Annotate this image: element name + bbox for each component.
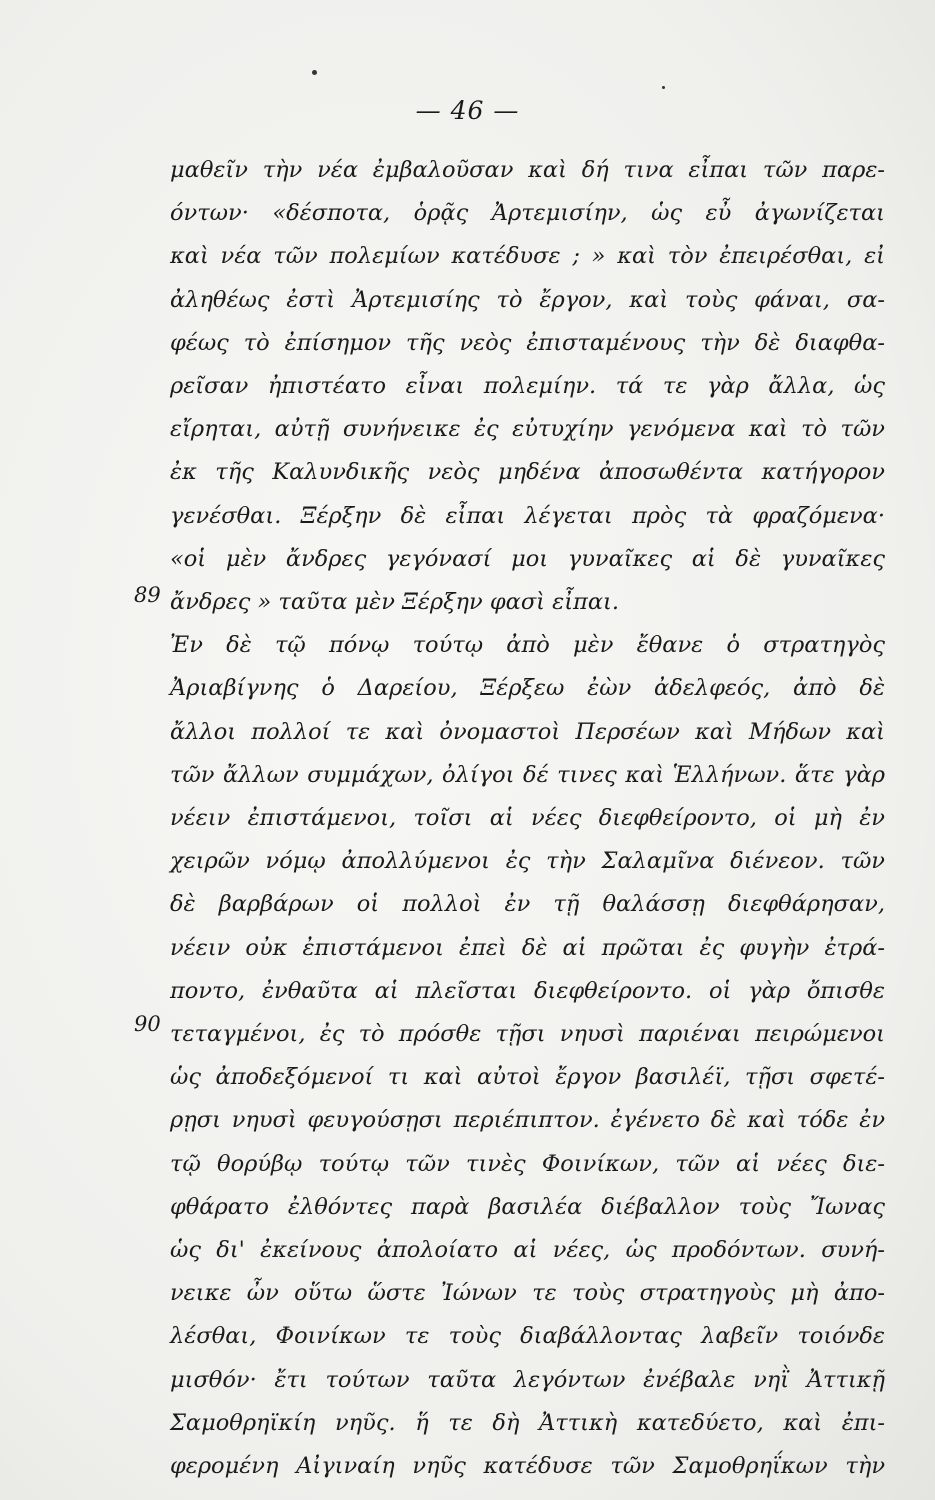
- text-line: φθάρατο ἐλθόντες παρὰ βασιλέα διέβαλλον τοὺς Ἴωνας: [170, 1193, 885, 1220]
- text-line: ἀληθέως ἐστὶ Ἀρτεμισίης τὸ ἔργον, καὶ τοὺς φάναι, σα-: [170, 286, 885, 313]
- text-line: όντων· «δέσποτα, ὁρᾷς Ἀρτεμισίην, ὡς εὖ ἀγωνίζεται: [170, 200, 885, 227]
- text-line: νεικε ὦν οὕτω ὥστε Ἰώνων τε τοὺς στρατηγοὺς μὴ ἀπο-: [170, 1280, 885, 1307]
- text-line: τεταγμένοι, ἐς τὸ πρόσθε τῇσι νηυσὶ παριέναι πειρώμενοι: [170, 1021, 885, 1047]
- text-line: ρεῖσαν ἠπιστέατο εἶναι πολεμίην. τά τε γὰρ ἄλλα, ὡς: [170, 373, 885, 399]
- text-line: ὡς δι' ἐκείνους ἀπολοίατο αἱ νέες, ὡς προδόντων. συνή-: [170, 1237, 885, 1263]
- text-line: λέσθαι, Φοινίκων τε τοὺς διαβάλλοντας λαβεῖν τοιόνδε: [170, 1323, 885, 1350]
- text-line: τῶν ἄλλων συμμάχων, ὀλίγοι δέ τινες καὶ Ἑλλήνων. ἅτε γὰρ: [170, 761, 885, 788]
- text-line: δὲ βαρβάρων οἱ πολλοὶ ἐν τῇ θαλάσσῃ διεφθάρησαν,: [170, 891, 885, 918]
- text-line: ἄλλοι πολλοί τε καὶ ὀνομαστοὶ Περσέων καὶ Μήδων καὶ: [170, 718, 885, 745]
- text-line: νέειν οὐκ ἐπιστάμενοι ἐπεὶ δὲ αἱ πρῶται ἐς φυγὴν ἐτρά-: [170, 934, 885, 961]
- text-line: χειρῶν νόμῳ ἀπολλύμενοι ἐς τὴν Σαλαμῖνα διένεον. τῶν: [170, 848, 885, 875]
- text-line: φερομένη Αἰγιναίη νηῦς κατέδυσε τῶν Σαμοθρηΐκων τὴν: [170, 1453, 885, 1479]
- text-line: εἴρηται, αὐτῇ συνήνεικε ἐς εὐτυχίην γενόμενα καὶ τὸ τῶν: [170, 416, 885, 443]
- text-line: ρῃσι νηυσὶ φευγούσῃσι περιέπιπτον. ἐγένετο δὲ καὶ τόδε ἐν: [170, 1107, 885, 1134]
- text-line: ὡς ἀποδεξόμενοί τι καὶ αὐτοὶ ἔργον βασιλέϊ, τῇσι σφετέ-: [170, 1064, 885, 1091]
- text-line: μισθόν· ἔτι τούτων ταῦτα λεγόντων ἐνέβαλε νηῒ Ἀττικῇ: [170, 1366, 885, 1393]
- text-line: ἐκ τῆς Καλυνδικῆς νεὸς μηδένα ἀποσωθέντα κατήγορον: [170, 459, 885, 486]
- text-line: μαθεῖν τὴν νέα ἐμβαλοῦσαν καὶ δή τινα εἶπαι τῶν παρε-: [170, 157, 885, 183]
- chapter-number-90: 90: [134, 1012, 161, 1036]
- text-line: «οἱ μὲν ἄνδρες γεγόνασί μοι γυναῖκες αἱ δὲ γυναῖκες: [170, 545, 885, 572]
- text-line: ἄνδρες » ταῦτα μὲν Ξέρξην φασὶ εἶπαι.: [170, 589, 620, 615]
- text-line: γενέσθαι. Ξέρξην δὲ εἶπαι λέγεται πρὸς τὰ φραζόμενα·: [170, 502, 885, 529]
- chapter-number-89: 89: [134, 583, 161, 607]
- scan-speck: [662, 86, 665, 89]
- text-line: Ἐν δὲ τῷ πόνῳ τούτῳ ἀπὸ μὲν ἔθανε ὁ στρατηγὸς: [170, 632, 885, 659]
- page-number: — 46 —: [415, 96, 520, 125]
- text-line: νέειν ἐπιστάμενοι, τοῖσι αἱ νέες διεφθείροντο, οἱ μὴ ἐν: [170, 805, 885, 831]
- text-line: φέως τὸ ἐπίσημον τῆς νεὸς ἐπισταμένους τὴν δὲ διαφθα-: [170, 329, 885, 356]
- text-line: Σαμοθρηϊκίη νηῦς. ἥ τε δὴ Ἀττικὴ κατεδύετο, καὶ ἐπι-: [170, 1409, 885, 1436]
- text-line: ποντο, ἐνθαῦτα αἱ πλεῖσται διεφθείροντο. οἱ γὰρ ὄπισθε: [170, 977, 885, 1004]
- text-line: Ἀριαβίγνης ὁ Δαρείου, Ξέρξεω ἐὼν ἀδελφεός, ἀπὸ δὲ: [170, 675, 885, 702]
- text-line: καὶ νέα τῶν πολεμίων κατέδυσε ; » καὶ τὸν ἐπειρέσθαι, εἰ: [170, 243, 885, 270]
- text-line: τῷ θορύβῳ τούτῳ τῶν τινὲς Φοινίκων, τῶν αἱ νέες διε-: [170, 1150, 885, 1177]
- scan-speck: [312, 70, 317, 75]
